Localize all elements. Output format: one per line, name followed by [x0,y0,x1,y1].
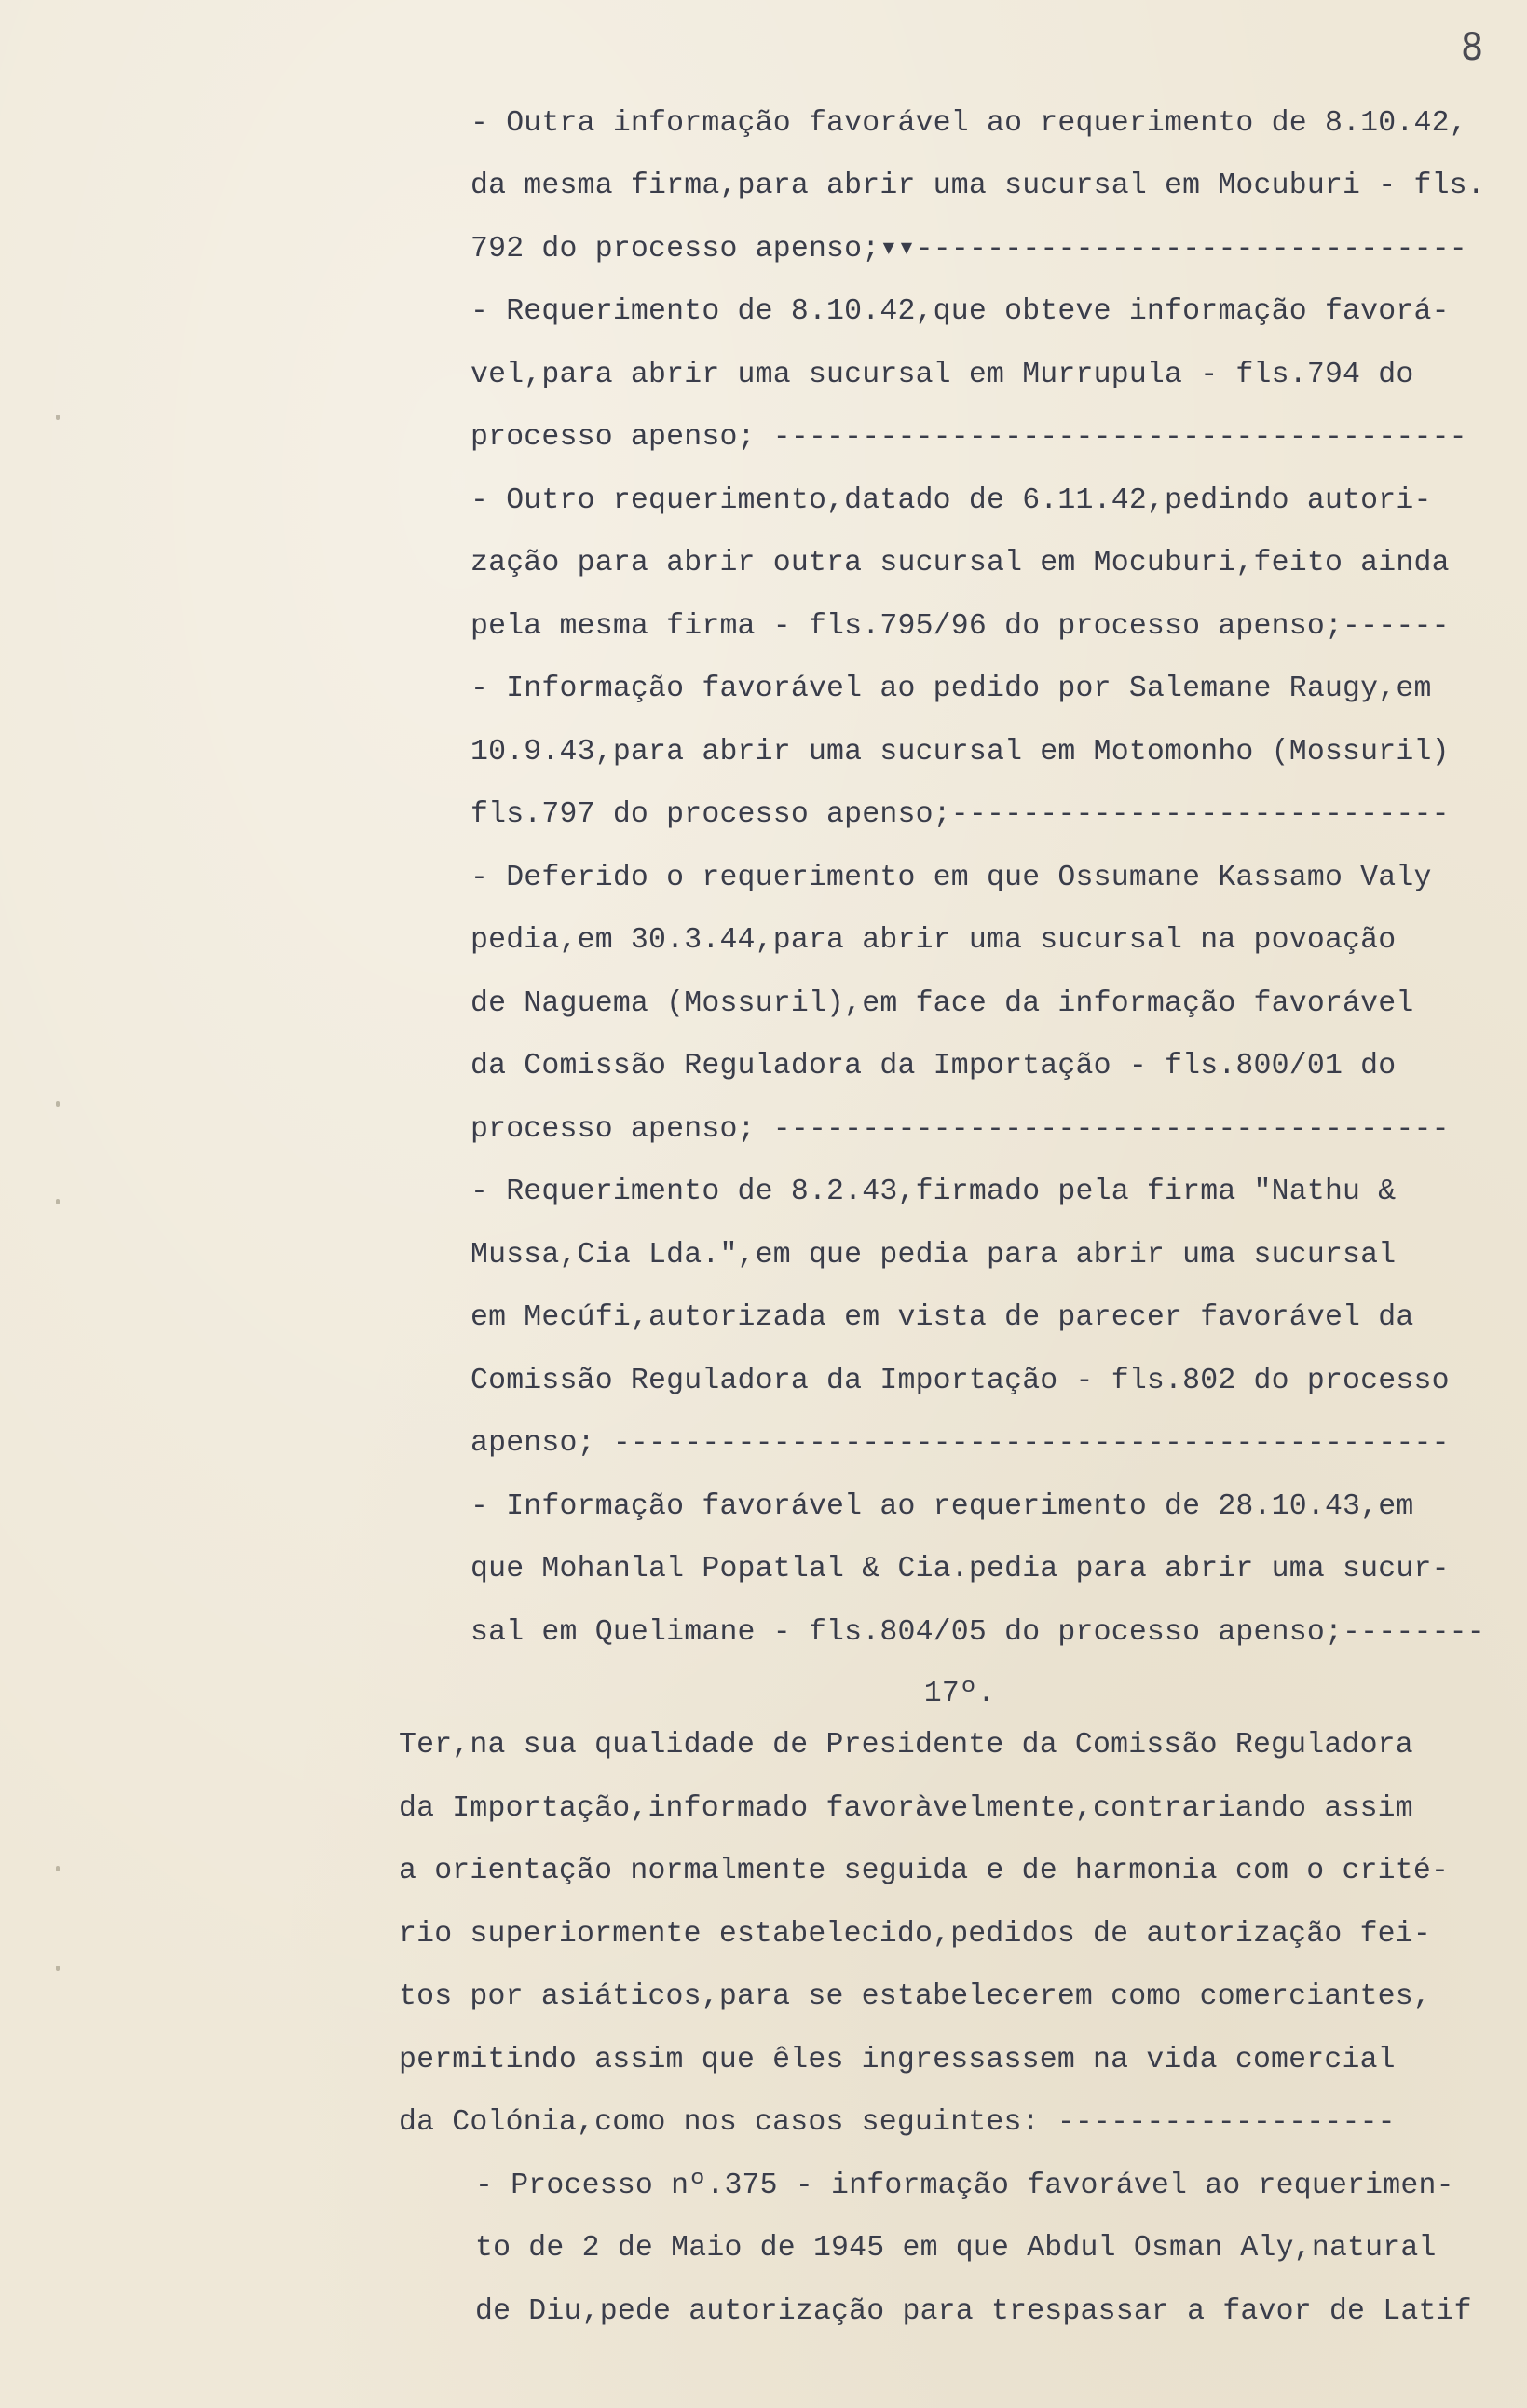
text-line: 792 do processo apenso;▾▾------------------------------- [470,233,1467,265]
text-line: que Mohanlal Popatlal & Cia.pedia para abrir uma sucur- [470,1553,1450,1585]
text-line: de Diu,pede autorização para trespassar a favor de Latif [475,2295,1472,2328]
text-line: Comissão Reguladora da Importação - fls.802 do processo [470,1365,1450,1397]
text-line: Ter,na sua qualidade de Presidente da Comissão Reguladora [399,1729,1413,1762]
text-line: - Outro requerimento,datado de 6.11.42,pedindo autori- [470,484,1432,517]
binding-mark [56,1866,60,1871]
text-line: Mussa,Cia Lda.",em que pedia para abrir uma sucursal [470,1239,1397,1272]
text-line: fls.797 do processo apenso;---------------------------- [470,798,1450,831]
page-number: 8 [1461,26,1484,69]
text-line: a orientação normalmente seguida e de harmonia com o crité- [399,1855,1450,1887]
text-line: apenso; ----------------------------------------------- [470,1427,1450,1460]
text-line: - Requerimento de 8.10.42,que obteve informação favorá- [470,295,1450,328]
binding-mark [56,1199,60,1204]
text-line: da mesma firma,para abrir uma sucursal em Mocuburi - fls. [470,170,1485,202]
text-line: da Colónia,como nos casos seguintes: ------------------- [399,2106,1396,2139]
section-number: 17º. [923,1678,996,1710]
binding-mark [56,1101,60,1107]
text-line: processo apenso; --------------------------------------- [470,421,1467,454]
text-line: pedia,em 30.3.44,para abrir uma sucursal na povoação [470,924,1397,957]
text-line: rio superiormente estabelecido,pedidos de autorização fei- [399,1918,1431,1951]
text-line: da Importação,informado favoràvelmente,contrariando assim [399,1792,1413,1825]
text-line: tos por asiáticos,para se estabelecerem como comerciantes, [399,1980,1431,2013]
binding-mark [56,415,60,420]
text-line: - Processo nº.375 - informação favorável ao requerimen- [475,2170,1454,2202]
text-line: em Mecúfi,autorizada em vista de parecer favorável da [470,1301,1414,1334]
text-line: - Deferido o requerimento em que Ossumane Kassamo Valy [470,862,1432,894]
text-line: zação para abrir outra sucursal em Mocuburi,feito ainda [470,547,1450,579]
text-line: pela mesma firma - fls.795/96 do processo apenso;------ [470,610,1450,643]
text-line: vel,para abrir uma sucursal em Murrupula - fls.794 do [470,359,1414,391]
text-line: permitindo assim que êles ingressassem na vida comercial [399,2044,1396,2076]
binding-mark [56,1966,60,1971]
text-line: - Outra informação favorável ao requerimento de 8.10.42, [470,107,1467,140]
text-line: 10.9.43,para abrir uma sucursal em Motomonho (Mossuril) [470,736,1450,769]
text-line: - Requerimento de 8.2.43,firmado pela firma "Nathu & [470,1176,1397,1208]
text-line: to de 2 de Maio de 1945 em que Abdul Osman Aly,natural [475,2232,1437,2265]
text-line: sal em Quelimane - fls.804/05 do processo apenso;-------- [470,1616,1485,1649]
text-line: - Informação favorável ao pedido por Salemane Raugy,em [470,673,1432,705]
text-line: - Informação favorável ao requerimento de 28.10.43,em [470,1490,1414,1523]
text-line: de Naguema (Mossuril),em face da informação favorável [470,987,1414,1020]
text-line: da Comissão Reguladora da Importação - fls.800/01 do [470,1050,1397,1082]
text-line: processo apenso; -------------------------------------- [470,1113,1450,1146]
